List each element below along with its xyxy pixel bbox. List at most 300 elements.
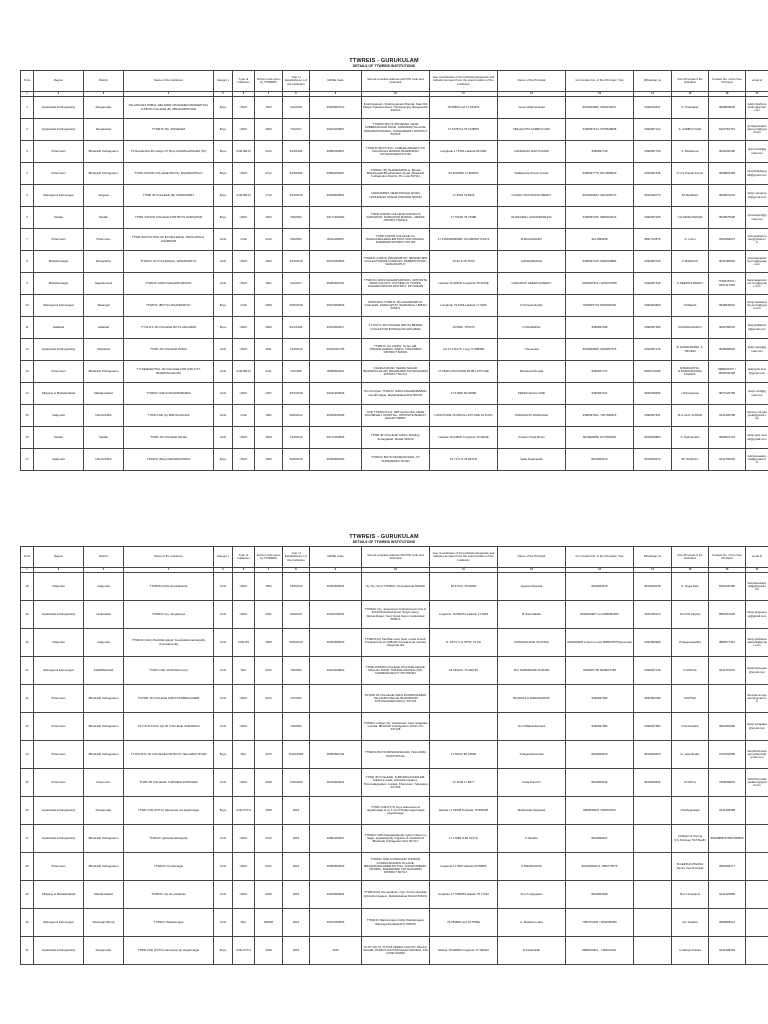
- table-cell: Warangal & Karimnagar: [34, 657, 84, 685]
- table-cell: 6/15/2018: [283, 383, 310, 405]
- table-row: [21, 119, 768, 141]
- table-cell: latitude 78.600954 longitude 17.300023: [430, 937, 498, 965]
- table-cell: 28: [21, 853, 34, 881]
- table-cell: Latitude 18.0499N Longitude 78.2633E: [430, 427, 498, 449]
- table-cell: Girls: [214, 339, 233, 361]
- table-cell: 8019929374: [566, 449, 634, 471]
- table-cell: TTWRJC GIRLS NAGARKURNOOL, OPPOSITE DRDA COLONY, OUTSIDE OF TOWER, NAGARKURNOOL DISTRICT, PIN 509209: [362, 273, 430, 295]
- table-cell: M.K.AJAY KUMAR: [672, 405, 709, 427]
- column-number: 12: [498, 568, 566, 573]
- table-cell: 7382754430 / 9032595652: [566, 909, 634, 937]
- table-cell: 6/18/1999: [283, 163, 310, 185]
- column-header: Geo Coordinates of the Institution(longitude and latitude) as taken from the exact location of the Institution: [430, 71, 498, 92]
- table-cell: 6/1/2018: [283, 97, 310, 119]
- table-body: [21, 97, 768, 471]
- column-header: Year of Establishmen t of the Institution: [283, 71, 310, 92]
- table-cell: 1625: [255, 427, 283, 449]
- table-cell: 2016: [283, 909, 310, 937]
- table-cell: Bhadradri Kothagudem: [84, 713, 124, 741]
- table-cell: Nalgonda: [84, 629, 124, 657]
- table-cell: CH. Kavitha: [672, 909, 709, 937]
- table-cell: Wanaparthy: [84, 251, 124, 273]
- column-number: 8: [283, 92, 310, 97]
- table-cell: COE BRJC: [233, 141, 255, 163]
- table-cell: [746, 825, 768, 853]
- table-cell: Medak: [84, 427, 124, 449]
- table-cell: LONGITUDE 79.6200 E LATITUDE 16.8 24N: [430, 405, 498, 427]
- table-cell: TTWR JUNIOR COLLEGE (G), RAGHUNADHAPALEM POST AND MANDAL, KHAMMAM DISTRICT 507182: [362, 229, 430, 251]
- column-header: District: [84, 547, 124, 568]
- table-cell: 22: [21, 685, 34, 713]
- table-cell: TTWRJC BOYS KRISHNASAGAR, YELLANDU ROAD 507111: [362, 741, 430, 769]
- table-cell: [746, 797, 768, 825]
- table-cell: Girls: [214, 629, 233, 657]
- table-cell: Hyderabad & Rangareddy: [34, 339, 84, 361]
- table-cell: TTWRJC Wardannapet (Girls) Wardannapet, Warangal Rural(district) 506313: [362, 909, 430, 937]
- table-cell: Khammam: [34, 685, 84, 713]
- table-cell: Boys: [214, 295, 233, 317]
- table-cell: ttwrjcdevarakondag@gmail.com: [746, 573, 768, 601]
- table-cell: TTWR JR COLLEGE (B), NARSAMPET: [124, 185, 214, 207]
- table-cell: 8019929846, 9490997376: [566, 339, 634, 361]
- table-cell: KAVITHA: [672, 685, 709, 713]
- column-header: Categor y: [214, 547, 233, 568]
- column-header: Geo Coordinates of the Institution(longitude and latitude) as taken from the exact location of the Institution: [430, 547, 498, 568]
- table-cell: 36891300607: [310, 825, 362, 853]
- table-cell: Smt. BARMAVARI PUSHPA: [498, 657, 566, 685]
- table-cell: Keda Palonch: [498, 769, 566, 797]
- table-cell: Khammam: [34, 141, 84, 163]
- table-cell: 9490997395: [566, 317, 634, 339]
- table-cell: Vadla Raghupathi: [498, 449, 566, 471]
- table-cell: 17.6638 LONGITUDE 80.88 LATITUDE: [430, 361, 498, 383]
- column-number: 10: [362, 568, 430, 573]
- column-header: Name of the Principal: [498, 547, 566, 568]
- table-cell: Khammam: [84, 229, 124, 251]
- table-cell: 36890200607: [310, 163, 362, 185]
- table-cell: 9490997015: [634, 251, 672, 273]
- column-number: 11: [430, 568, 498, 573]
- table-cell: 1621: [255, 273, 283, 295]
- table-cell: Boys: [214, 937, 233, 965]
- table-cell: 8500488876 8897035855: [709, 825, 746, 853]
- table-cell: 36292001705: [310, 339, 362, 361]
- table-cell: TTWR COE (PVTG) Hamsewar at Hayathnagar: [124, 797, 214, 825]
- table-cell: 36290310306: [310, 405, 362, 427]
- table-cell: [430, 713, 498, 741]
- table-cell: 9652594786: [634, 685, 672, 713]
- table-cell: M.VIDYA: [672, 769, 709, 797]
- table-row: [21, 573, 768, 601]
- table-cell: URJC: [233, 273, 255, 295]
- table-cell: 9441799402: [709, 449, 746, 471]
- table-cell: 36891000607: [310, 141, 362, 163]
- table-cell: 8309714046: [634, 361, 672, 383]
- table-cell: 7/18/2019: [283, 339, 310, 361]
- table-cell: TTWRJC (BOYS) HASANPARTHY: [124, 295, 214, 317]
- table-cell: 8886351535: [709, 601, 746, 629]
- column-header: Name of the Institution: [124, 547, 214, 568]
- table-cell: 8: [21, 251, 34, 273]
- table-cell: 9949338456: [634, 383, 672, 405]
- table-cell: 23: [21, 713, 34, 741]
- table-cell: 1602: [255, 207, 283, 229]
- table-cell: TTWRJC (G), Jangaonpet At Rockwood H.No.9-9/A/1/58 Ramachander Singh colony, Ramanthapur, Near Uppal Depot, Hyderabad 500013: [362, 601, 430, 629]
- table-cell: URJC: [233, 769, 255, 797]
- table-cell: Adilabad: [34, 317, 84, 339]
- column-header: WhatsApp no: [634, 71, 672, 92]
- table-cell: TTWRJC (G), PARGI, Sy.No.128, TIRUMALAGERIA, PARGI, VIKARABAD DISTRICT 501501: [362, 339, 430, 361]
- table-cell: 29: [21, 881, 34, 909]
- table-cell: TTWRJC (girls)/appaledigudly: [124, 825, 214, 853]
- table-row: [21, 163, 768, 185]
- table-cell: 9490997704 9490000000: [566, 295, 634, 317]
- table-cell: 9490997376: [634, 339, 672, 361]
- header-row: [21, 547, 768, 568]
- table-cell: 25: [21, 769, 34, 797]
- table-cell: 9490997516 / 9440075365: [566, 273, 634, 295]
- column-number: 4: [124, 568, 214, 573]
- column-header: UDISE Code: [310, 71, 362, 92]
- table-cell: G. LALU: [672, 229, 709, 251]
- table-cell: Pantam Vimla Bindu: [498, 427, 566, 449]
- table-cell: Nalgonda: [34, 629, 84, 657]
- table-cell: COE: [233, 405, 255, 427]
- table-cell: [634, 937, 672, 965]
- table-cell: Warangal & Karimnagar: [34, 185, 84, 207]
- column-header: District: [84, 71, 124, 92]
- table-cell: ttwrjcnagarkurnool.mng@gmail.com: [746, 273, 768, 295]
- table-cell: 2112: [255, 163, 283, 185]
- table-cell: ttwrcoekhammam@gmail.com: [746, 229, 768, 251]
- table-cell: 2131: [255, 853, 283, 881]
- table-cell: TTWRJC BOYS SVU, KAMMALAPALEM (ST) PALONCHA MANDAL BHADRADRI KOTHAGUDEM 507115: [362, 141, 430, 163]
- table-cell: rjcsvu.ksdr@gmail.com: [746, 141, 768, 163]
- table-cell: COE TTWRS R.S.R, MIRYALAGUDA, NEAR ROOSEVELT HOSPITAL, OPPOSITE BHARAT NAGAR 508207: [362, 405, 430, 427]
- table-cell: Mahbunala Vijayalata: [498, 797, 566, 825]
- table-cell: Nalgonda: [34, 405, 84, 427]
- table-cell: 79.78980N and 45.7559E: [430, 909, 498, 937]
- table-cell: 17.50016 80.91599: [430, 741, 498, 769]
- table-cell: DR608: [255, 909, 283, 937]
- table-cell: 16.7171 N 78.9670 E: [430, 449, 498, 471]
- table-cell: URJC: [233, 339, 255, 361]
- table-cell: 36010900217: [310, 317, 362, 339]
- table-cell: 17.6178714,78.3138957: [430, 119, 498, 141]
- table-cell: TTWRJC Wardannapet: [124, 909, 214, 937]
- table-cell: TTWR JUNIOR COLLEGE FOR BOYS NARSAPUR, NARSAPUR MANDAL, MEDAK DISTRICT 502313: [362, 207, 430, 229]
- table-cell: T S RESIDENTIAL JR COLLEGE FOR GIRLS ST, BHADRACHALAM: [124, 361, 214, 383]
- table-cell: 6/1/2017: [283, 273, 310, 295]
- table-cell: 8019929378: [634, 573, 672, 601]
- table-cell: 9948949516: [709, 295, 746, 317]
- table-cell: ttwrcoe.miryalaguda@gmail.com: [746, 405, 768, 427]
- table-row: [21, 427, 768, 449]
- table-cell: Boys: [214, 119, 233, 141]
- table-cell: K. Padmavathi: [672, 427, 709, 449]
- column-header: Name of the Institution: [124, 71, 214, 92]
- table-cell: Girls: [214, 853, 233, 881]
- table-cell: 4: [21, 163, 34, 185]
- table-row: [21, 207, 768, 229]
- column-number: 2: [34, 568, 84, 573]
- table-cell: Girls: [214, 769, 233, 797]
- table-cell: G.KEERTHI REDDY: [672, 273, 709, 295]
- table-cell: URJC: [233, 383, 255, 405]
- table-cell: 9490997225, 8686162016: [566, 207, 634, 229]
- column-header: Contact No. of the Vice Principal: [709, 547, 746, 568]
- table-cell: TGTWR JR COLLEGE GIRLS DUMMUGUDEM, YELLANDU Mandal, BHADRADRI KOTHAGUDEM District, 507124: [362, 685, 430, 713]
- table-cell: Boys: [214, 449, 233, 471]
- table-cell: [746, 881, 768, 909]
- table-row: [21, 685, 768, 713]
- table-cell: URJC: [233, 825, 255, 853]
- table-cell: 8/20/2012: [283, 405, 310, 427]
- table-cell: 9490997621, 7207991815: [566, 405, 634, 427]
- table-cell: 8019929378: [566, 573, 634, 601]
- table-cell: KATRAVALANAI SUJATHA: [498, 629, 566, 657]
- table-cell: PLOT NO.72, 71/7/18 PEDDA COLONY, BALAJI NAGAR, PANDYA HAYATHNAGAR MANDAL, PIN CODE 501505: [362, 937, 430, 965]
- table-cell: COE: [233, 229, 255, 251]
- table-cell: TTWR JR COLLEGE GIRLS, Building, Aurangabad, Medak 502110: [362, 427, 430, 449]
- table-cell: TGTWR JR COLLEGE GIRLS DUMMUGUDEM: [124, 685, 214, 713]
- table-row: [21, 853, 768, 881]
- table-cell: T.T.W.R.S JR COLLEGE BOYS ADILABAD: [124, 317, 214, 339]
- table-cell: 12: [21, 339, 34, 361]
- table-cell: TTWR JR COLLEGE, THIRUMALAYAPALEM, Subled 2 roads, Arbinsthermpalem, Thirumalayapalem mandal, Khammam, Telangana 507163: [362, 769, 430, 797]
- table-cell: Hyderabad & Rangareddy: [34, 97, 84, 119]
- table-cell: 20: [21, 629, 34, 657]
- table-cell: ttwrjc.mbd@gmail.com: [746, 383, 768, 405]
- table-cell: 9849575528: [709, 207, 746, 229]
- column-number: 16: [709, 92, 746, 97]
- table-cell: K.ANITHA: [672, 657, 709, 685]
- table-row: [21, 657, 768, 685]
- table-row: [21, 185, 768, 207]
- table-cell: 11: [21, 317, 34, 339]
- table-cell: COE: [233, 295, 255, 317]
- table-cell: Bhadradri Kothagudem: [84, 853, 124, 881]
- table-cell: 27: [21, 825, 34, 853]
- table-cell: CH.VENKATESAM: [672, 207, 709, 229]
- table-cell: Mahabubnagar: [34, 251, 84, 273]
- table-cell: 9490997717: [566, 361, 634, 383]
- table-cell: URJC: [233, 601, 255, 629]
- table-cell: 2113: [255, 141, 283, 163]
- table-cell: Medak: [84, 207, 124, 229]
- table-cell: TTWRJC GIRLS MAHABUBABAD: [124, 383, 214, 405]
- table-cell: TTWR JUNIOR COLLEGE (BOYS), BHADRAPPALLI: [124, 163, 214, 185]
- table-cell: LAKSHMIDAIAH: [498, 251, 566, 273]
- table-row: [21, 295, 768, 317]
- column-number: 1: [21, 92, 34, 97]
- table-cell: 9908001715: [709, 427, 746, 449]
- table-cell: 21: [21, 657, 34, 685]
- table-row: [21, 229, 768, 251]
- table-cell: 9490997436: [634, 163, 672, 185]
- table-cell: 2116: [255, 229, 283, 251]
- table-row: [21, 141, 768, 163]
- table-cell: Hyderabad & Rangareddy: [34, 119, 84, 141]
- table-cell: Sangareddy: [84, 119, 124, 141]
- table-cell: 8019929844, 9912299773: [566, 185, 634, 207]
- table-cell: Warangal (Rural): [84, 909, 124, 937]
- table-row: [21, 317, 768, 339]
- column-number: 7: [255, 568, 283, 573]
- table-cell: 2/5/2002: [283, 207, 310, 229]
- table-cell: ttwrjc.girls.medak@gmail.com: [746, 427, 768, 449]
- table-cell: 27.2048 17.5877: [430, 769, 498, 797]
- table-cell: 36310900911: [310, 769, 362, 797]
- table-cell: [634, 825, 672, 853]
- table-cell: 1630: [255, 797, 283, 825]
- table-cell: TTWR INSTITUTION OF EXCELLENCE, TEKULAPALLI, KHAMMAM: [124, 229, 214, 251]
- column-number: 8: [283, 568, 310, 573]
- table-cell: TTWRJC(G) Ammanabolu, Opp: Amma Hospital, Arbinsthermpalem, Mahabubabad District 506101: [362, 881, 430, 909]
- table-header: [21, 71, 768, 97]
- table-cell: Warangal & Karimnagar: [34, 295, 84, 317]
- table-cell: URJC: [233, 713, 255, 741]
- table-cell: 1502: [255, 573, 283, 601]
- table-cell: TELANGANA TRIBAL WELFARE UPGRADED RESIDENTIAL JUNIOR COLLEGE (B), IBRAHIMPATNAM: [124, 97, 214, 119]
- table-cell: 6303781751: [709, 119, 746, 141]
- table-cell: RJC: [233, 741, 255, 769]
- table-cell: 16.67113, 78.93683: [430, 573, 498, 601]
- table-cell: ttwrjcadilabad.b@gmail.com: [746, 317, 768, 339]
- column-number: 15: [672, 568, 709, 573]
- table-cell: rjcnarsapur@gmail.com: [746, 207, 768, 229]
- table-cell: 9032185066: [709, 251, 746, 273]
- table-cell: A.PADMAVATHI: [498, 853, 566, 881]
- table-cell: Girls: [214, 573, 233, 601]
- table-cell: Nalgonda: [34, 573, 84, 601]
- column-number: 16: [709, 568, 746, 573]
- table-cell: 2016: [283, 853, 310, 881]
- table-cell: URJC: [233, 685, 255, 713]
- table-cell: 2207: [255, 383, 283, 405]
- table-cell: T.T.W.R.RJC JR COLLEGE FOR BOYS YELLANDU ROAD: [124, 741, 214, 769]
- column-number: 14: [634, 92, 672, 97]
- table-cell: NALGONDA: [84, 405, 124, 427]
- table-cell: 1603: [255, 119, 283, 141]
- table-cell: [255, 713, 283, 741]
- table-cell: TTWRJC(G) Panthilal road, Near model school, Jinnarakonda pin 508248 Jinnarakonda mandal, Nalgonda dist: [362, 629, 430, 657]
- table-cell: 9490997729: [634, 141, 672, 163]
- table-cell: 9: [21, 273, 34, 295]
- table-cell: TTWRJC BOYS DEVARAKONDA, ST SUNKIREDDY ROAD: [362, 449, 430, 471]
- table-cell: Nagarkurnool: [84, 273, 124, 295]
- table-cell: J.Srinivasarao: [672, 383, 709, 405]
- table-cell: 9491305113: [634, 601, 672, 629]
- table-cell: 1505: [255, 629, 283, 657]
- table-cell: TTWRJC (GIRLS) WANAPARTHY, BESIDE NEW COLLECTORATE COMPLEX, PEBBAIR ROAD, WANAPARTHY: [362, 251, 430, 273]
- table-cell: ttwrjc.pargi@gmail.com: [746, 339, 768, 361]
- table-cell: A.Sathya Prasad: [672, 937, 709, 965]
- table-cell: 36250900713: [310, 97, 362, 119]
- column-header: ber Contact No. of the Principal ( Tow: [566, 547, 634, 568]
- table-cell: 8019929850 9177845020: [566, 427, 634, 449]
- table-cell: TTWRJC (B), BHADRAPPALLI, Beside Bhadrappalli Bhadrachalam Road, Bhadradri Kothagudem District, Pin code 507111: [362, 163, 430, 185]
- table-cell: 36891901103: [310, 741, 362, 769]
- table-cell: K.Navitha: [498, 825, 566, 853]
- column-number: 1: [21, 568, 34, 573]
- column-header: S.No: [21, 547, 34, 568]
- table-cell: 2015: [283, 937, 310, 965]
- table-cell: 8019929374: [634, 449, 672, 471]
- column-header: UDISE Code: [310, 547, 362, 568]
- column-number: 5: [214, 92, 233, 97]
- column-header: Categor y: [214, 71, 233, 92]
- table-cell: TTWRJC college (G), Aswapuram road, Sarapaka mandal, Bhadradri Kothagudem district, Pin 507128: [362, 713, 430, 741]
- table-cell: Girls: [214, 713, 233, 741]
- table-cell: 1712: [255, 185, 283, 207]
- table-cell: 9441797070: [709, 657, 746, 685]
- table-cell: 8897762675: [634, 229, 672, 251]
- table-cell: Lat 17.171275, Long 77.888388: [430, 339, 498, 361]
- table-cell: P.Nageswaradha: [672, 629, 709, 657]
- table-cell: TTWR COE (PVTG) Hamsewar @ Hayathnagar: [124, 937, 214, 965]
- table-cell: 9989540621 , 7382031511: [566, 937, 634, 965]
- table-cell: Boys: [214, 317, 233, 339]
- column-header: email id: [746, 71, 768, 92]
- table-cell: 6303230359: [709, 573, 746, 601]
- table-cell: 8019929846, 9490216437: [566, 97, 634, 119]
- table-cell: 7/18/2019: [283, 427, 310, 449]
- table-cell: B. RAMANAMMA, A. TRIVEDI: [672, 339, 709, 361]
- table-cell: 8019929420: [634, 741, 672, 769]
- column-header: Contact No. of the Vice Principal: [709, 71, 746, 92]
- table-cell: ttwrjc.girlsdevarakonda@gmail.com: [746, 629, 768, 657]
- table-cell: 17.2154994080582, 80.2082917715474: [430, 229, 498, 251]
- document-title: TTWREIS - GURUKULAM: [349, 534, 419, 540]
- table-cell: Bhadradri Kothagudem: [84, 361, 124, 383]
- table-cell: Khammam: [34, 769, 84, 797]
- column-number: 12: [498, 92, 566, 97]
- table-cell: 7: [21, 229, 34, 251]
- table-cell: URJC: [233, 427, 255, 449]
- table-cell: 8019929398: [566, 881, 634, 909]
- table-cell: Girls: [214, 601, 233, 629]
- table-row: [21, 361, 768, 383]
- table-cell: 6/1/1996: [283, 361, 310, 383]
- table-cell: GARLAPATI KEERTHI REDDY: [498, 273, 566, 295]
- table-cell: 14: [21, 383, 34, 405]
- table-cell: Vikarabad: [84, 339, 124, 361]
- table-cell: TTWRJC GIRLS NAGARKURNOOL: [124, 273, 214, 295]
- table-cell: Ibrahimpatnam, Ibrahimpatnam Mandal, Near Old Masjid, Kankara Road, Thurkayamjal, Rangareddy 501510: [362, 97, 430, 119]
- table-cell: 36292705201: [310, 601, 362, 629]
- table-cell: Vadlakonda Shyam Kumar: [498, 163, 566, 185]
- table-cell: 9701060856: [709, 741, 746, 769]
- table-cell: 36290990403: [310, 449, 362, 471]
- table-cell: 5: [21, 185, 34, 207]
- table-cell: 9490997395: [634, 317, 672, 339]
- table-cell: TTWRJC (G) Ramagiri: [124, 853, 214, 881]
- column-header: Region: [34, 547, 84, 568]
- table-cell: 9989030437 / 8008130438: [709, 361, 746, 383]
- table-cell: 9948985520: [709, 339, 746, 361]
- table-cell: 13: [21, 361, 34, 383]
- table-cell: TTWRJC GIRLS RAMAGIRI SUNDAR, GUNDALAKAMAN VILLAGE, BRAHMANAGUDEM DUTTAL, ANNAPUREDDY MANDAL, BHADRADRI KOTHAGUDEM DISTRICT 507117: [362, 853, 430, 881]
- document-subtitle: DETAILS OF TTWREIS INSTITUTIONS: [352, 540, 416, 544]
- table-cell: Hyderabad & Rangareddy: [34, 937, 84, 965]
- column-number: 13: [566, 568, 634, 573]
- table-cell: S. Ravikumar: [672, 141, 709, 163]
- table-cell: 1630: [255, 937, 283, 965]
- table-cell: Veera Vadla Venkata: [498, 97, 566, 119]
- table-cell: 36890500111: [310, 361, 362, 383]
- table-cell: 9490997421: [566, 383, 634, 405]
